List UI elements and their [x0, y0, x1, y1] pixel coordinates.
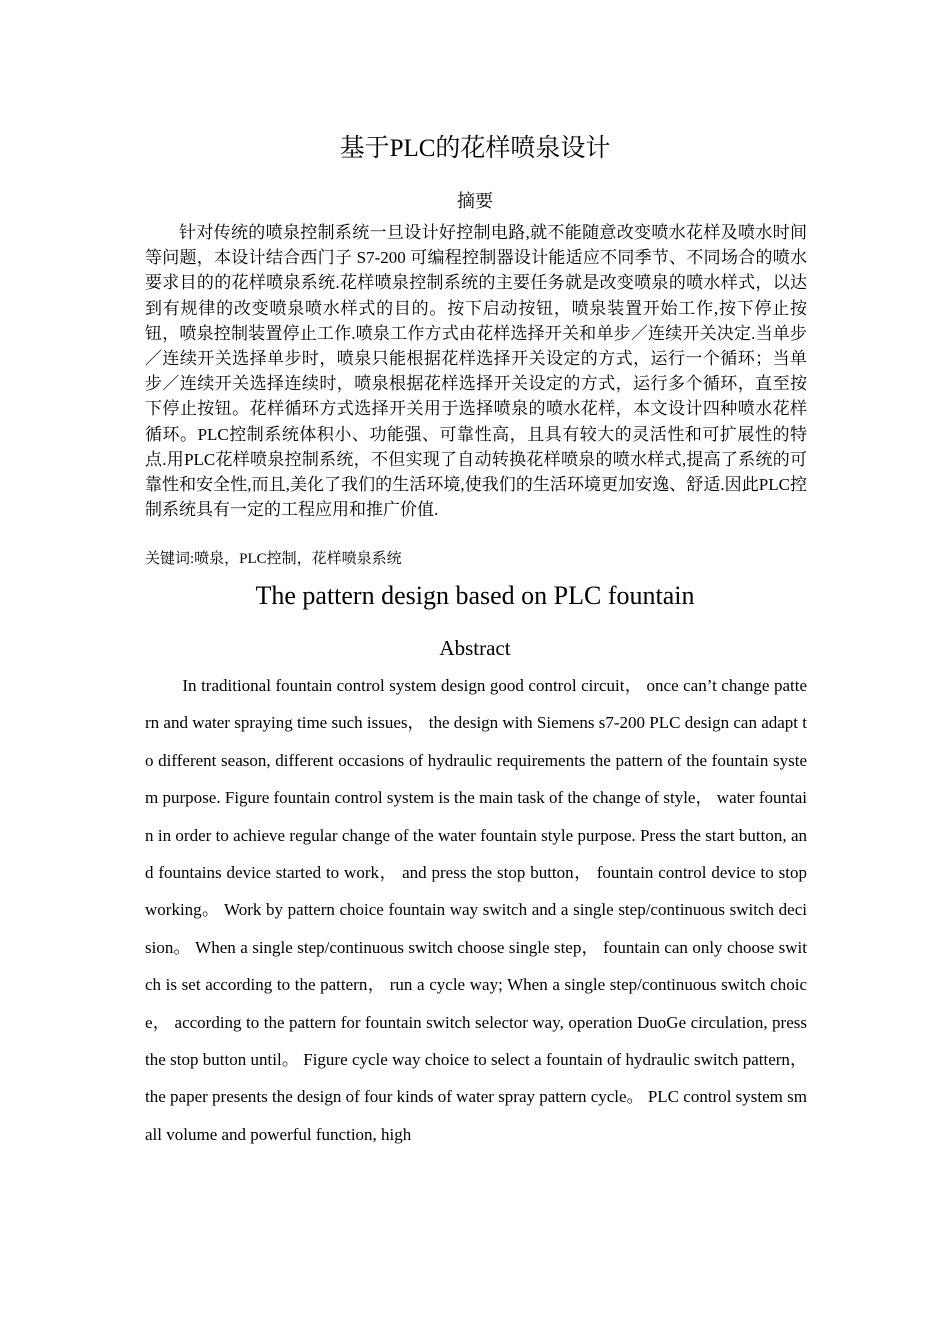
- chinese-abstract-heading: 摘要: [457, 191, 493, 211]
- english-abstract-body: In traditional fountain control system design good control circuit， once can’t change pattern and water spraying time such issues， the design with Siemens s7-200 PLC design can adapt to different season, different occasions of hydraulic requirements the pattern of the fountain system purpose. Figure fountain control system is the main task of the change of style， water fountain in order to achieve regular change of the water fountain style purpose. Press the start button, and fountains device started to work， and press the stop button， fountain control device to stop working。 Work by pattern choice fountain way switch and a single step/continuous switch decision。 When a single step/continuous switch choose single step， fountain can only choose switch is set according to the pattern， run a cycle way; When a single step/continuous switch choice， according to the pattern for fountain switch selector way, operation DuoGe circulation, press the stop button until。 Figure cycle way choice to select a fountain of hydraulic switch pattern， the paper presents the design of four kinds of water spray pattern cycle。 PLC control system small volume and powerful function, high: [145, 676, 807, 1144]
- english-abstract-heading: Abstract: [439, 636, 511, 660]
- chinese-abstract-body: 针对传统的喷泉控制系统一旦设计好控制电路,就不能随意改变喷水花样及喷水时间等问题，本设计结合西门子 S7-200 可编程控制器设计能适应不同季节、不同场合的喷水要求目的的花样喷泉系统.花样喷泉控制系统的主要任务就是改变喷泉的喷水样式，以达到有规律的改变喷泉喷水样式的目的。按下启动按钮，喷泉装置开始工作,按下停止按钮，喷泉控制装置停止工作.喷泉工作方式由花样选择开关和单步／连续开关决定.当单步／连续开关选择单步时，喷泉只能根据花样选择开关设定的方式，运行一个循环；当单步／连续开关选择连续时，喷泉根据花样选择开关设定的方式，运行多个循环，直至按下停止按钮。花样循环方式选择开关用于选择喷泉的喷水花样，本文设计四种喷水花样循环。PLC控制系统体积小、功能强、可靠性高，且具有较大的灵活性和可扩展性的特点.用PLC花样喷泉控制系统，不但实现了自动转换花样喷泉的喷水样式,提高了系统的可靠性和安全性,而且,美化了我们的生活环境,使我们的生活环境更加安逸、舒适.因此PLC控制系统具有一定的工程应用和推广价值.: [145, 223, 807, 520]
- chinese-keywords: 关键词:喷泉，PLC控制，花样喷泉系统: [145, 551, 402, 567]
- chinese-title: 基于PLC的花样喷泉设计: [339, 135, 611, 162]
- english-title: The pattern design based on PLC fountain: [255, 581, 695, 610]
